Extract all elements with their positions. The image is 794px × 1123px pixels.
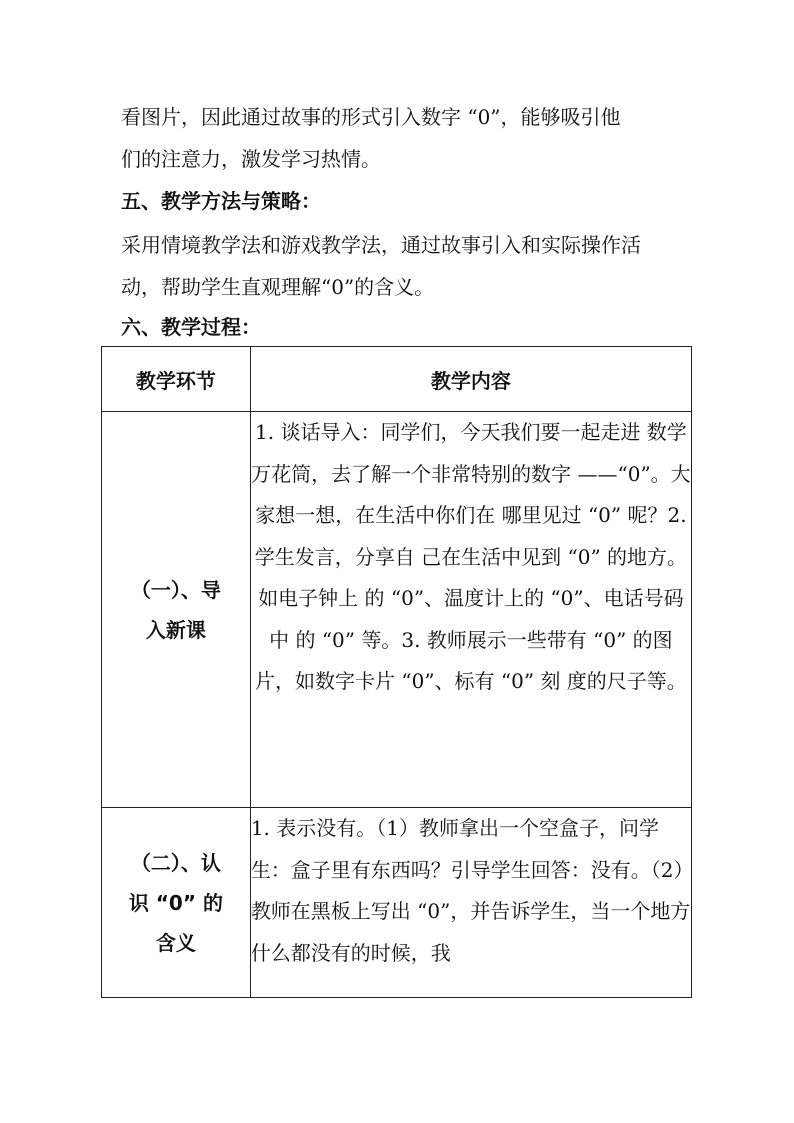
stage-label-line: （二）、认 bbox=[130, 850, 221, 875]
stage-label-line: 入新课 bbox=[145, 617, 206, 642]
content-cell: 1. 表示没有。（1）教师拿出一个空盒子，问学生：盒子里有东西吗？引导学生回答：没有。（2）教师在黑板上写出 “0”，并告诉学生，当一个地方什么都没有的时候，我 bbox=[250, 808, 691, 998]
table-header-row bbox=[102, 347, 692, 412]
header-stage: 教学环节 bbox=[102, 347, 251, 412]
stage-label-line: （一）、导 bbox=[130, 577, 221, 602]
intro-line-2: 们的注意力，激发学习热情。 bbox=[121, 147, 381, 171]
section-6-heading: 六、教学过程： bbox=[121, 315, 261, 339]
header-content: 教学内容 bbox=[250, 347, 691, 412]
section-5-paragraph bbox=[121, 224, 681, 308]
stage-cell bbox=[102, 412, 251, 808]
stage-label-line: 含义 bbox=[155, 930, 196, 955]
lesson-process-table bbox=[101, 346, 692, 998]
stage-label-line: 识 “0” 的 bbox=[128, 890, 223, 915]
intro-paragraph bbox=[121, 96, 681, 180]
section-5-heading: 五、教学方法与策略： bbox=[121, 189, 321, 213]
table-row bbox=[102, 808, 692, 998]
table-row bbox=[102, 412, 692, 808]
content-cell: 1. 谈话导入：同学们，今天我们要一起走进 数学万花筒，去了解一个非常特别的数字 ——“0”。大家想一想，在生活中你们在 哪里见过 “0” 呢？2. 学生发言，分享自 己在生活中见到 “0” 的地方。如电子钟上 的 “0”、温度计上的 “0”、电话号码中 的 “0” 等。3. 教师展示一些带有 “0” 的图片，如数字卡片 “0”、标有 “0” 刻 度的尺子等。 bbox=[250, 412, 691, 808]
stage-cell bbox=[102, 808, 251, 998]
intro-line-1: 看图片，因此通过故事的形式引入数字 “0”，能够吸引他 bbox=[121, 105, 621, 129]
section-5-line-1: 采用情境教学法和游戏教学法，通过故事引入和实际操作活 bbox=[121, 233, 641, 257]
section-5-line-2: 动，帮助学生直观理解“0”的含义。 bbox=[121, 275, 435, 299]
